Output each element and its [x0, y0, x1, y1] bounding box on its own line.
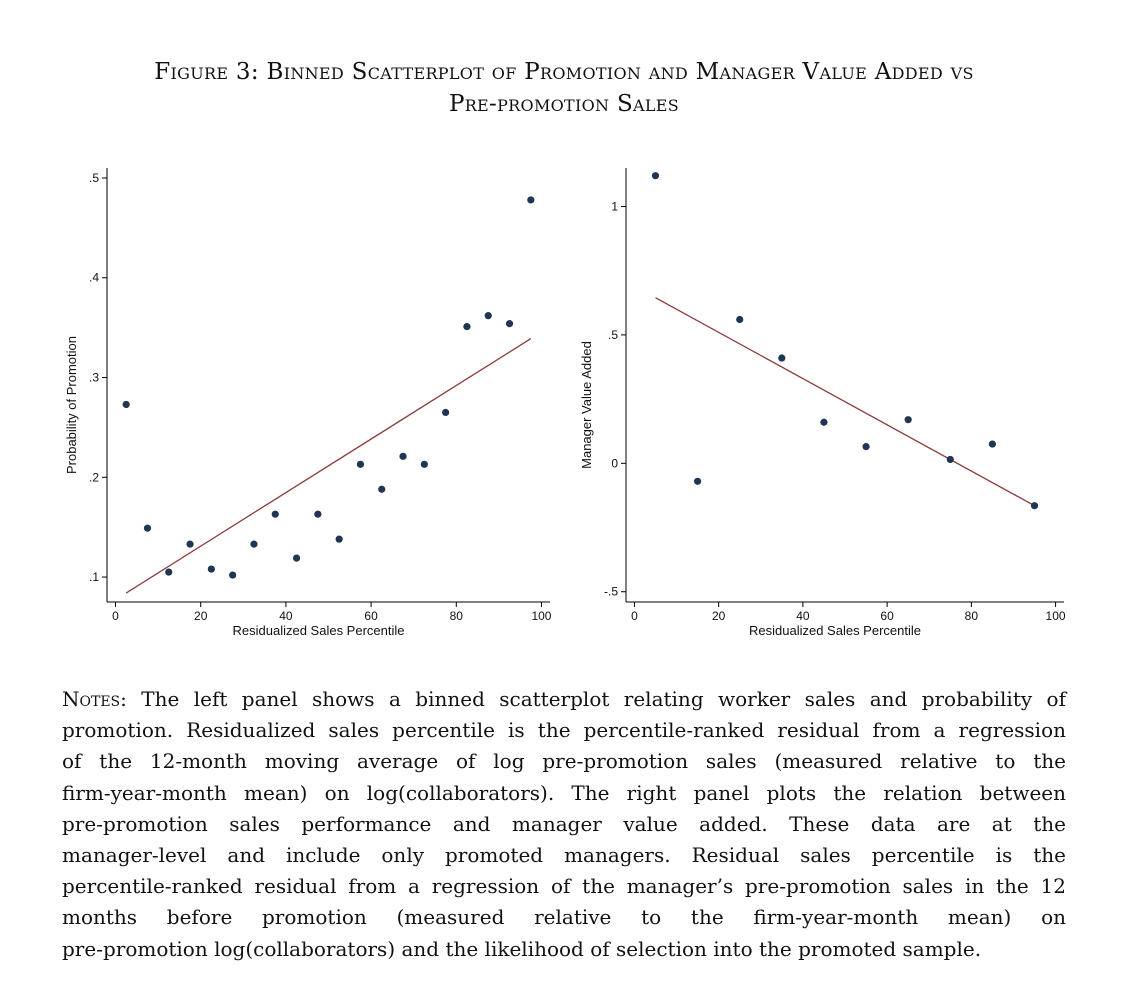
notes-label: Notes:	[62, 687, 127, 711]
right-panel-manager-value-chart	[579, 168, 1066, 638]
x-tick-label: 20	[711, 609, 726, 623]
data-point	[250, 541, 257, 548]
data-point	[144, 525, 151, 532]
notes-line: of the 12-month moving average of log pre-promotion sales (measured relative to the	[62, 749, 1066, 774]
data-point	[652, 172, 659, 179]
notes-line: promotion. Residualized sales percentile is the percentile-ranked residual from a regression	[62, 718, 1066, 743]
data-point	[736, 316, 743, 323]
notes-line: Notes: The left panel shows a binned scatterplot relating worker sales and probability of	[62, 687, 1066, 711]
x-axis-title: Residualized Sales Percentile	[232, 623, 405, 638]
y-tick-label: .5	[88, 170, 99, 185]
data-point	[165, 568, 172, 575]
y-axis-title: Manager Value Added	[579, 341, 594, 469]
data-point	[989, 440, 996, 447]
x-tick-label: 80	[449, 609, 463, 623]
data-point	[314, 511, 321, 518]
figure-title-line-1: Figure 3: Binned Scatterplot of Promotion and Manager Value Added vs	[154, 59, 974, 85]
data-point	[862, 443, 869, 450]
figure-title	[40, 56, 1088, 120]
data-point	[1031, 502, 1038, 509]
notes-line: firm-year-month mean) on log(collaborators). The right panel plots the relation between	[62, 780, 1066, 805]
y-axis-title: Probability of Promotion	[64, 335, 79, 475]
data-point	[272, 511, 279, 518]
data-point	[506, 320, 513, 327]
data-point	[463, 323, 470, 330]
data-point	[694, 478, 701, 485]
data-point	[947, 456, 954, 463]
x-tick-label: 40	[796, 609, 810, 623]
data-point	[208, 565, 215, 572]
y-tick-label: .3	[88, 370, 99, 385]
data-point	[421, 461, 428, 468]
data-point	[357, 461, 364, 468]
x-tick-label: 0	[112, 609, 119, 623]
fit-line	[126, 339, 531, 593]
fit-line	[655, 298, 1034, 506]
data-point	[485, 312, 492, 319]
y-tick-label: -.5	[603, 584, 618, 599]
data-point	[442, 409, 449, 416]
data-point	[527, 196, 534, 203]
notes-line: months before promotion (measured relative to the firm-year-month mean) on	[62, 905, 1066, 930]
x-tick-label: 60	[880, 609, 894, 623]
charts-container	[0, 150, 1128, 650]
y-tick-label: .1	[88, 570, 99, 585]
x-tick-label: 100	[1045, 609, 1066, 623]
x-tick-label: 0	[631, 609, 638, 623]
data-point	[905, 416, 912, 423]
x-tick-label: 60	[364, 609, 378, 623]
data-point	[778, 354, 785, 361]
x-tick-label: 40	[279, 609, 293, 623]
data-point	[293, 555, 300, 562]
data-point	[229, 571, 236, 578]
x-tick-label: 80	[964, 609, 979, 623]
data-point	[123, 401, 130, 408]
y-tick-label: .2	[88, 470, 99, 485]
data-point	[399, 453, 406, 460]
data-point	[336, 536, 343, 543]
data-point	[186, 541, 193, 548]
x-tick-label: 20	[194, 609, 208, 623]
x-axis-title: Residualized Sales Percentile	[749, 623, 921, 638]
y-tick-label: 1	[611, 199, 618, 214]
x-tick-label: 100	[531, 609, 552, 623]
figure-title-line-2: Pre-promotion Sales	[448, 91, 680, 117]
notes-line: manager-level and include only promoted managers. Residual sales percentile is the	[62, 843, 1066, 868]
data-point	[820, 419, 827, 426]
data-point	[378, 486, 385, 493]
y-tick-label: 0	[611, 456, 618, 471]
left-panel-promotion-chart	[64, 168, 552, 638]
y-tick-label: .4	[88, 270, 99, 285]
figure-notes	[62, 684, 1066, 965]
y-tick-label: .5	[607, 327, 618, 342]
notes-line: pre-promotion sales performance and manager value added. These data are at the	[62, 811, 1066, 836]
notes-line: percentile-ranked residual from a regression of the manager’s pre-promotion sales in the 12	[62, 874, 1066, 899]
notes-line: pre-promotion log(collaborators) and the likelihood of selection into the promoted sample.	[62, 936, 982, 961]
